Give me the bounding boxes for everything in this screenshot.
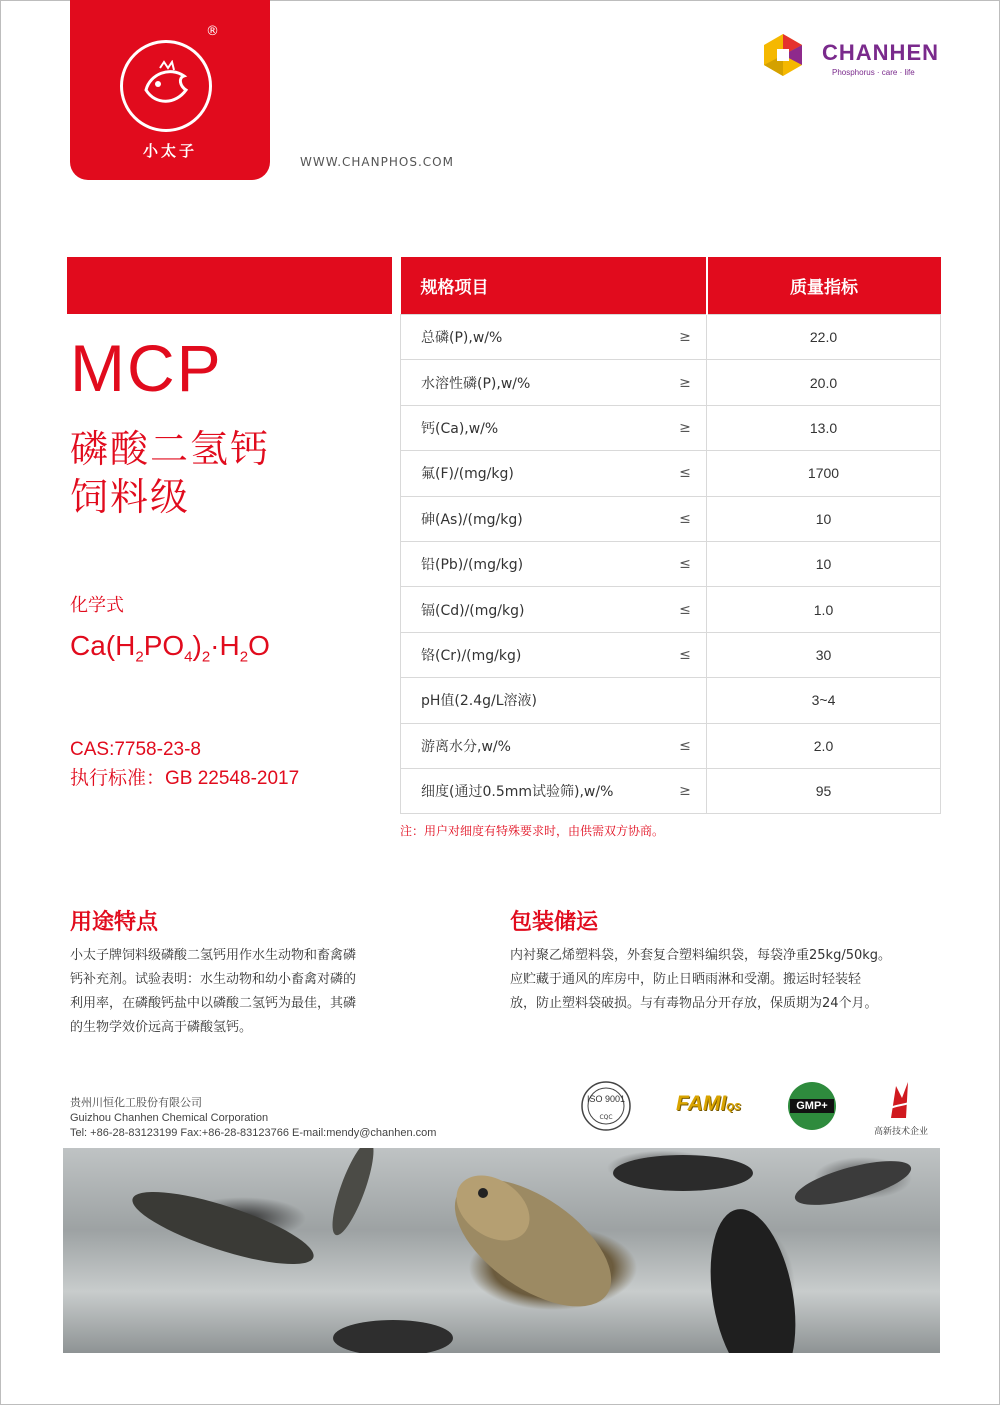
brand-name: 小太子 (142, 142, 197, 160)
fami-label: FAMI (676, 1092, 727, 1115)
spec-row (401, 541, 941, 586)
spec-operator: ≤ (664, 451, 707, 496)
standard: 执行标准：GB 22548-2017 (70, 768, 300, 789)
spec-row (401, 405, 941, 450)
spec-item: 游离水分,w/% (401, 723, 665, 768)
spec-operator: ≥ (664, 315, 707, 360)
spec-value: 10 (707, 541, 941, 586)
spec-operator: ≤ (664, 723, 707, 768)
usage-line: 利用率，在磷酸钙盐中以磷酸二氢钙为最佳，其磷 (70, 996, 357, 1011)
left-header-bar (67, 257, 392, 314)
product-grade: 饲料级 (70, 475, 191, 519)
spec-value: 1.0 (707, 587, 941, 632)
spec-operator (664, 678, 707, 723)
spec-item: 总磷(P),w/% (401, 315, 665, 360)
chemical-formula: $Ca(H_2PO_4)_2\cdot H_2O$ (70, 630, 270, 666)
spec-operator: ≥ (664, 405, 707, 450)
spec-note: 注：用户对细度有特殊要求时，由供需双方协商。 (400, 824, 665, 838)
hightech-cert-icon (866, 1080, 936, 1140)
iso-sub: CQC (599, 1114, 613, 1121)
company-contact: Tel: +86-28-83123199 Fax:+86-28-83123766 E-mail:mendy@chanhen.com (70, 1127, 437, 1139)
company-logo-tagline: Phosphorus · care · life (832, 68, 915, 77)
spec-row (401, 587, 941, 632)
spec-row (401, 723, 941, 768)
spec-table-body (401, 315, 941, 814)
spec-operator: ≤ (664, 541, 707, 586)
packaging-title: 包装储运 (510, 910, 599, 935)
spec-value: 2.0 (707, 723, 941, 768)
spec-row (401, 768, 941, 813)
spec-row (401, 451, 941, 496)
spec-item: 镉(Cd)/(mg/kg) (401, 587, 665, 632)
spec-item: 钙(Ca),w/% (401, 405, 665, 450)
spec-item: 细度(通过0.5mm试验筛),w/% (401, 768, 665, 813)
iso-label: ISO 9001 (586, 1094, 626, 1104)
spec-operator: ≥ (664, 360, 707, 405)
header-value: 质量指标 (707, 257, 941, 315)
spec-value: 95 (707, 768, 941, 813)
spec-item: pH值(2.4g/L溶液) (401, 678, 665, 723)
spec-operator: ≤ (664, 496, 707, 541)
product-code: MCP (70, 331, 223, 405)
spec-row (401, 678, 941, 723)
company-logo-name: CHANHEN (822, 40, 939, 65)
spec-value: 1700 (707, 451, 941, 496)
cas-number: CAS:7758-23-8 (70, 739, 201, 760)
chanhen-hexagon-icon (760, 32, 806, 78)
packaging-line: 放，防止塑料袋破损。与有毒物品分开存放，保质期为24个月。 (510, 996, 878, 1011)
gmp-label: GMP+ (796, 1100, 828, 1112)
footer-company (70, 1096, 436, 1141)
product-name-cn: 磷酸二氢钙 (70, 427, 271, 471)
company-cn: 贵州川恒化工股份有限公司 (70, 1097, 202, 1109)
fami-sub: QS (726, 1102, 741, 1113)
spec-row (401, 315, 941, 360)
spec-item: 水溶性磷(P),w/% (401, 360, 665, 405)
spec-row (401, 632, 941, 677)
product-name (70, 425, 270, 521)
gmp-cert-icon (786, 1080, 838, 1132)
usage-title: 用途特点 (70, 910, 159, 935)
fami-qs-cert-icon (676, 1092, 741, 1118)
spec-item: 铅(Pb)/(mg/kg) (401, 541, 665, 586)
spec-operator: ≤ (664, 587, 707, 632)
usage-line: 的生物学效价远高于磷酸氢钙。 (70, 1020, 253, 1035)
spec-value: 20.0 (707, 360, 941, 405)
packaging-line: 应贮藏于通风的库房中，防止日晒雨淋和受潮。搬运时轻装轻 (510, 972, 862, 987)
packaging-line: 内衬聚乙烯塑料袋，外套复合塑料编织袋，每袋净重25kg/50kg。 (510, 948, 892, 963)
iso-cert-icon (580, 1080, 632, 1132)
website-link[interactable]: WWW.CHANPHOS.COM (300, 155, 454, 169)
usage-line: 钙补充剂。试验表明：水生动物和幼小畜禽对磷的 (70, 972, 357, 987)
spec-operator: ≥ (664, 768, 707, 813)
spec-value: 13.0 (707, 405, 941, 450)
spec-table-header (401, 257, 941, 315)
packaging-body (510, 944, 940, 1016)
spec-operator: ≤ (664, 632, 707, 677)
product-identifiers (70, 735, 299, 793)
spec-item: 砷(As)/(mg/kg) (401, 496, 665, 541)
spec-item: 铬(Cr)/(mg/kg) (401, 632, 665, 677)
header-item: 规格项目 (401, 257, 707, 315)
spec-value: 3~4 (707, 678, 941, 723)
usage-line: 小太子牌饲料级磷酸二氢钙用作水生动物和畜禽磷 (70, 948, 357, 963)
spec-row (401, 360, 941, 405)
spec-value: 10 (707, 496, 941, 541)
usage-body (70, 944, 410, 1040)
spec-value: 22.0 (707, 315, 941, 360)
brand-fish-icon (140, 60, 192, 112)
spec-table (400, 257, 941, 814)
formula-label: 化学式 (70, 595, 124, 616)
spec-item: 氟(F)/(mg/kg) (401, 451, 665, 496)
spec-row (401, 496, 941, 541)
spec-value: 30 (707, 632, 941, 677)
registered-mark: ® (206, 24, 219, 39)
fish-photo (63, 1148, 940, 1353)
company-en: Guizhou Chanhen Chemical Corporation (70, 1112, 269, 1124)
hightech-label: 高新技术企业 (873, 1127, 928, 1137)
